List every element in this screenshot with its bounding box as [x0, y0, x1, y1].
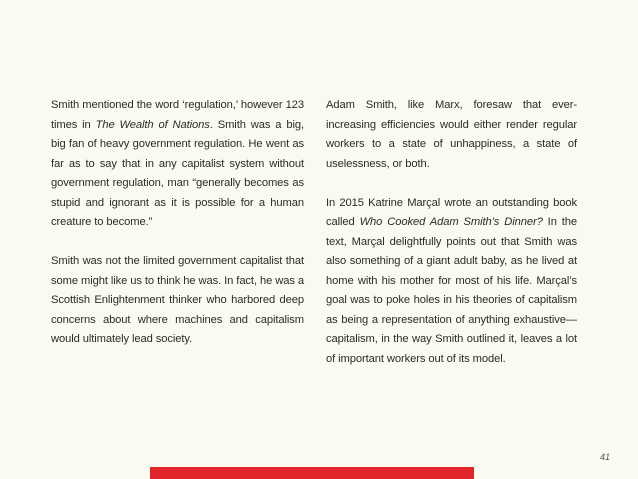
- left-p1-text-end: . Smith was a big, big fan of heavy government regulation. He went as far as to say that in any capitalist system without government regulation, man “generally becomes as stupid and ignorant as it is possible for a human creature to become.”: [51, 118, 304, 228]
- bottom-accent-bar: [150, 467, 474, 479]
- left-text-column: [51, 96, 304, 369]
- left-paragraph-1: [51, 96, 304, 233]
- left-paragraph-2: Smith was not the limited government capitalist that some might like us to think he was. In fact, he was a Scottish Enlightenment thinker who harbored deep concerns about where machines and capitalism would ultimately lead society.: [51, 255, 304, 345]
- book-title-who-cooked: Who Cooked Adam Smith’s Dinner?: [359, 216, 543, 228]
- right-p2-text-start: In 2015 Katrine Marçal wrote an outstanding book called: [326, 196, 577, 228]
- right-paragraph-2: [326, 194, 577, 370]
- right-paragraph-1: Adam Smith, like Marx, foresaw that ever-increasing efficiencies would either render regular workers to a state of unhappiness, a state of uselessness, or both.: [326, 99, 577, 170]
- page-number: 41: [599, 452, 610, 462]
- right-p2-text-end: In the text, Marçal delightfully points out that Smith was also something of a giant adult baby, as he lived at home with his mother for most of his life. Marçal’s goal was to poke holes in his theories of capitalism as being a representation of anything exhaustive—capitalism, in the way Smith outlined it, leaves a lot of important workers out of its model.: [326, 216, 578, 365]
- book-title-wealth-of-nations: The Wealth of Nations: [95, 118, 210, 131]
- left-p1-text-start: Smith mentioned the word ‘regulation,’ however 123 times in: [51, 99, 304, 131]
- right-text-column: [326, 96, 577, 389]
